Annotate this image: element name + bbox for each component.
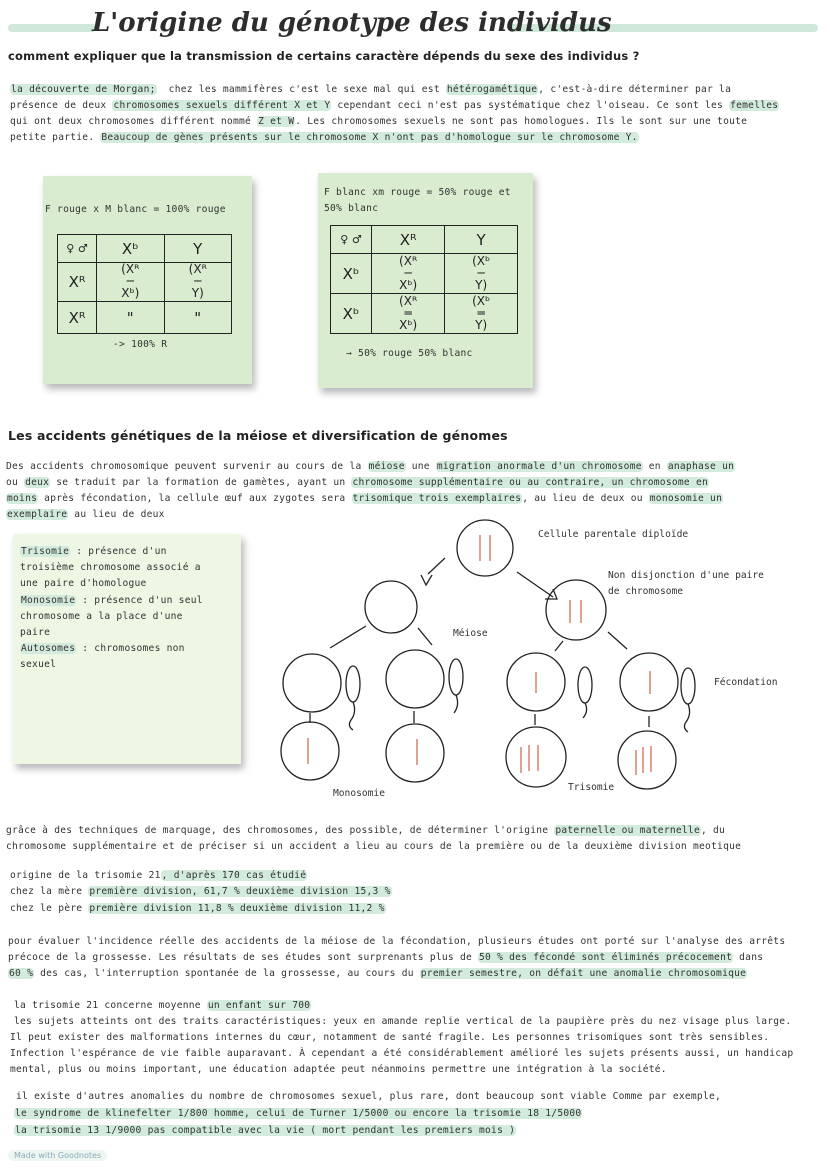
zygote-monosomy — [386, 724, 444, 782]
text: , du — [700, 825, 726, 836]
text: après fécondation, la cellule œuf aux zygotes sera — [38, 493, 352, 504]
text: , c'est-à-dire déterminer par la — [538, 84, 732, 95]
branch — [418, 628, 432, 645]
genotype-top: Xᴿ — [403, 253, 418, 268]
genotype-top: Xᵇ — [476, 293, 491, 308]
nondisjunction-label: de chromosome — [608, 586, 684, 597]
highlight: trisomique trois exemplaires — [352, 493, 522, 504]
text: une — [405, 461, 436, 472]
text: Il peut exister des malformations internes du cœur, notamment de santé fragile. Les personnes trisomiques sont très sensibles. — [10, 1032, 770, 1043]
nondisjunction-label: Non disjonction d'une paire — [608, 570, 764, 581]
text: présence de deux — [10, 100, 113, 111]
genotype-cell: (Xᴿ ─ Y) — [164, 263, 232, 302]
text: cependant ceci n'est pas systématique chez l'oiseau. Ce sont les — [331, 100, 730, 111]
highlight: première division 11,8 % deuxième division 11,2 % — [89, 903, 385, 914]
punnett-square-1 — [57, 234, 232, 334]
sperm-tail — [583, 703, 587, 718]
highlight: paternelle ou maternelle — [555, 825, 700, 836]
highlight: 60 % — [9, 968, 34, 979]
text: Des accidents chromosomique peuvent survenir au cours de la — [6, 461, 368, 472]
text: précoce de la grossesse. Les résultats de ses études sont surprenants plus de — [8, 952, 479, 963]
highlight: première division, 61,7 % deuxième division 15,3 % — [89, 886, 391, 897]
text: au lieu de deux — [68, 509, 165, 520]
sperm — [449, 659, 463, 695]
gamete-nullo — [283, 654, 341, 712]
text: paire — [20, 627, 51, 639]
text: une paire d'homologue — [20, 578, 147, 590]
page-subtitle: comment expliquer que la transmission de certains caractère dépends du sexe des individus ? — [8, 49, 640, 63]
genotype-cell: (Xᴿ ─ Xᵇ) — [372, 254, 445, 294]
branch — [330, 626, 366, 648]
text: petite partie. — [10, 132, 101, 143]
col-header: Y — [445, 226, 518, 254]
genotype-bottom: Xᵇ — [121, 286, 135, 300]
highlight: méiose — [368, 461, 405, 472]
highlight: premier semestre, on défait une anomalie chromosomique — [420, 968, 747, 979]
arrow-left — [428, 558, 445, 574]
goodnotes-footer: Made with Goodnotes — [8, 1150, 107, 1161]
text: Infection l'espérance de vie faible auparavant. À cependant a été considérablement amélioré les sujets présents aussi, un handicap — [10, 1048, 794, 1059]
text: dans — [733, 952, 764, 963]
sperm-tail — [684, 704, 689, 732]
text: il existe d'autres anomalies du nombre de chromosomes sexuel, plus rare, dont beaucoup sont viable Comme par exemple, — [16, 1091, 722, 1102]
highlight: Autosomes — [21, 643, 76, 655]
branch — [555, 641, 563, 651]
sticky-note-cross-1 — [43, 176, 252, 384]
text: : présence d'un — [70, 546, 167, 557]
highlight: Beaucoup de gènes présents sur le chromosome X n'ont pas d'homologue sur le chromosome Y. — [101, 132, 638, 143]
title-underline-left — [8, 24, 96, 32]
genotype-top: Xᴿ — [125, 262, 140, 276]
meiosis-label: Méiose — [453, 628, 488, 639]
gamete-nullo — [386, 650, 444, 708]
sex-header: ♀ ♂ — [58, 235, 97, 263]
text: sexuel — [20, 659, 57, 671]
highlight: anaphase un — [667, 461, 735, 472]
genotype-bottom: Y — [475, 277, 483, 292]
parent-cell — [457, 520, 513, 576]
section-heading: Les accidents génétiques de la méiose et diversification de génomes — [8, 428, 508, 443]
text: . Les chromosomes sexuels ne sont pas homologues. Ils le sont sur une toute — [295, 116, 748, 127]
cross-label — [324, 185, 511, 217]
highlight: chromosome supplémentaire ou au contraire, un chromosome en — [352, 477, 709, 488]
genotype-bottom: Y — [475, 317, 483, 332]
highlight: 50 % des fécondé sont éliminés précocement — [479, 952, 733, 963]
text: des cas, l'interruption spontanée de la grossesse, au cours du — [34, 968, 420, 979]
meiosis-cell-nondisjunction — [546, 580, 606, 640]
text: mental, plus ou moins important, une éducation adaptée peut néanmoins permettre une intégration à la société. — [10, 1064, 667, 1075]
sticky-note-cross-2 — [318, 173, 533, 388]
definitions — [20, 544, 203, 674]
fertilization-label: Fécondation — [714, 677, 778, 688]
highlight: chromosomes sexuels différent X et Y — [113, 100, 331, 111]
zygote-monosomy — [281, 722, 339, 780]
cross-result: → 50% rouge 50% blanc — [346, 348, 473, 359]
text: chromosome supplémentaire et de préciser si un accident a lieu au cours de la première ou de la deuxième division meotique — [6, 841, 742, 852]
text: chez les mammifères c'est le sexe mal qui est — [156, 84, 446, 95]
text: en — [642, 461, 667, 472]
arrow-right — [517, 572, 553, 597]
genotype-cell: (Xᴿ ═ Xᵇ) — [372, 294, 445, 334]
arrow-left-head — [421, 575, 432, 585]
highlight: hétérogamétique — [446, 84, 538, 95]
text: F blanc xm rouge = 50% rouge et — [324, 187, 511, 198]
monosomy-label: Monosomie — [333, 788, 385, 799]
sperm-tail — [349, 702, 354, 730]
text: : présence d'un seul — [76, 594, 203, 606]
cross-result: -> 100% R — [113, 339, 168, 350]
ditto-cell: " — [164, 302, 232, 334]
col-header: Y — [164, 235, 232, 263]
ditto-cell: " — [97, 302, 165, 334]
highlight: deux — [25, 477, 50, 488]
text: les sujets atteints ont des traits caractéristiques: yeux en amande replie vertical de la paupière près du nez visage plus large. — [14, 1016, 792, 1027]
genotype-cell: (Xᵇ ═ Y) — [445, 294, 518, 334]
sticky-note-definitions — [13, 534, 241, 764]
row-header: Xᴿ — [58, 263, 97, 302]
text: , au lieu de deux ou — [522, 493, 649, 504]
sperm — [681, 668, 695, 704]
sperm — [578, 667, 592, 703]
sperm — [346, 666, 360, 702]
page-title: L'origine du génotype des individus — [92, 8, 612, 38]
cross-label: F rouge x M blanc = 100% rouge — [45, 204, 226, 215]
sex-header: ♀ ♂ — [331, 226, 372, 254]
trisomy-label: Trisomie — [568, 782, 615, 793]
highlight: Z et W — [258, 116, 295, 127]
text: : chromosomes non — [76, 643, 185, 655]
punnett-square-2 — [330, 225, 518, 334]
genotype-cell: (Xᵇ ─ Y) — [445, 254, 518, 294]
text: chez la mère — [10, 886, 89, 897]
text: troisième chromosome associé a — [20, 562, 201, 574]
genotype-bottom: Xᵇ — [399, 317, 413, 332]
text: pour évaluer l'incidence réelle des accidents de la méiose de la fécondation, plusieurs études ont porté sur l'analyse des arrêts — [8, 936, 786, 947]
row-header: Xᵇ — [331, 294, 372, 334]
highlight: la découverte de Morgan; — [11, 84, 156, 95]
highlight: monosomie un — [649, 493, 723, 504]
highlight: moins — [7, 493, 38, 504]
branch — [608, 632, 627, 649]
col-header: Xᵇ — [97, 235, 165, 263]
genotype-cell: (Xᴿ ─ Xᵇ) — [97, 263, 165, 302]
highlight: migration anormale d'un chromosome — [436, 461, 642, 472]
highlight: Trisomie — [21, 546, 70, 557]
genotype-top: Xᴿ — [403, 293, 418, 308]
genotype-bottom: Xᵇ — [399, 277, 413, 292]
gamete-disomic — [620, 653, 678, 711]
text: grâce à des techniques de marquage, des chromosomes, des possible, de déterminer l'origine — [6, 825, 555, 836]
highlight: un enfant sur 700 — [207, 1000, 311, 1011]
zygote-trisomy — [618, 731, 676, 789]
text: la trisomie 21 concerne moyenne — [14, 1000, 207, 1011]
text: chez le père — [10, 903, 89, 914]
genotype-bottom: Y — [191, 286, 200, 300]
text: ou — [6, 477, 25, 488]
highlight: femelles — [730, 100, 779, 111]
meiosis-diagram — [270, 515, 790, 805]
row-header: Xᵇ — [331, 254, 372, 294]
text: chromosome a la place d'une — [20, 610, 183, 622]
row-header: Xᴿ — [58, 302, 97, 334]
zygote-trisomy — [506, 727, 566, 787]
highlight: exemplaire — [7, 509, 68, 520]
text: qui ont deux chromosomes différent nommé — [10, 116, 258, 127]
text: se traduit par la formation de gamètes, ayant un — [50, 477, 352, 488]
highlight: le syndrome de klinefelter 1/800 homme, celui de Turner 1/5000 ou encore la trisomie 18 1/5000 — [15, 1108, 582, 1119]
text: 50% blanc — [324, 203, 379, 214]
highlight: , d'après 170 cas étudié — [161, 870, 307, 881]
text: origine de la trisomie 21 — [10, 870, 161, 881]
highlight: la trisomie 13 1/9000 pas compatible avec la vie ( mort pendant les premiers mois ) — [15, 1125, 516, 1136]
genotype-top: Xᴿ — [193, 262, 207, 276]
col-header: Xᴿ — [372, 226, 445, 254]
parent-label: Cellule parentale diploïde — [538, 529, 689, 540]
meiosis-cell-normal — [365, 581, 417, 633]
genotype-top: Xᵇ — [476, 253, 491, 268]
sperm-tail — [454, 695, 458, 713]
highlight: Monosomie — [21, 594, 76, 606]
